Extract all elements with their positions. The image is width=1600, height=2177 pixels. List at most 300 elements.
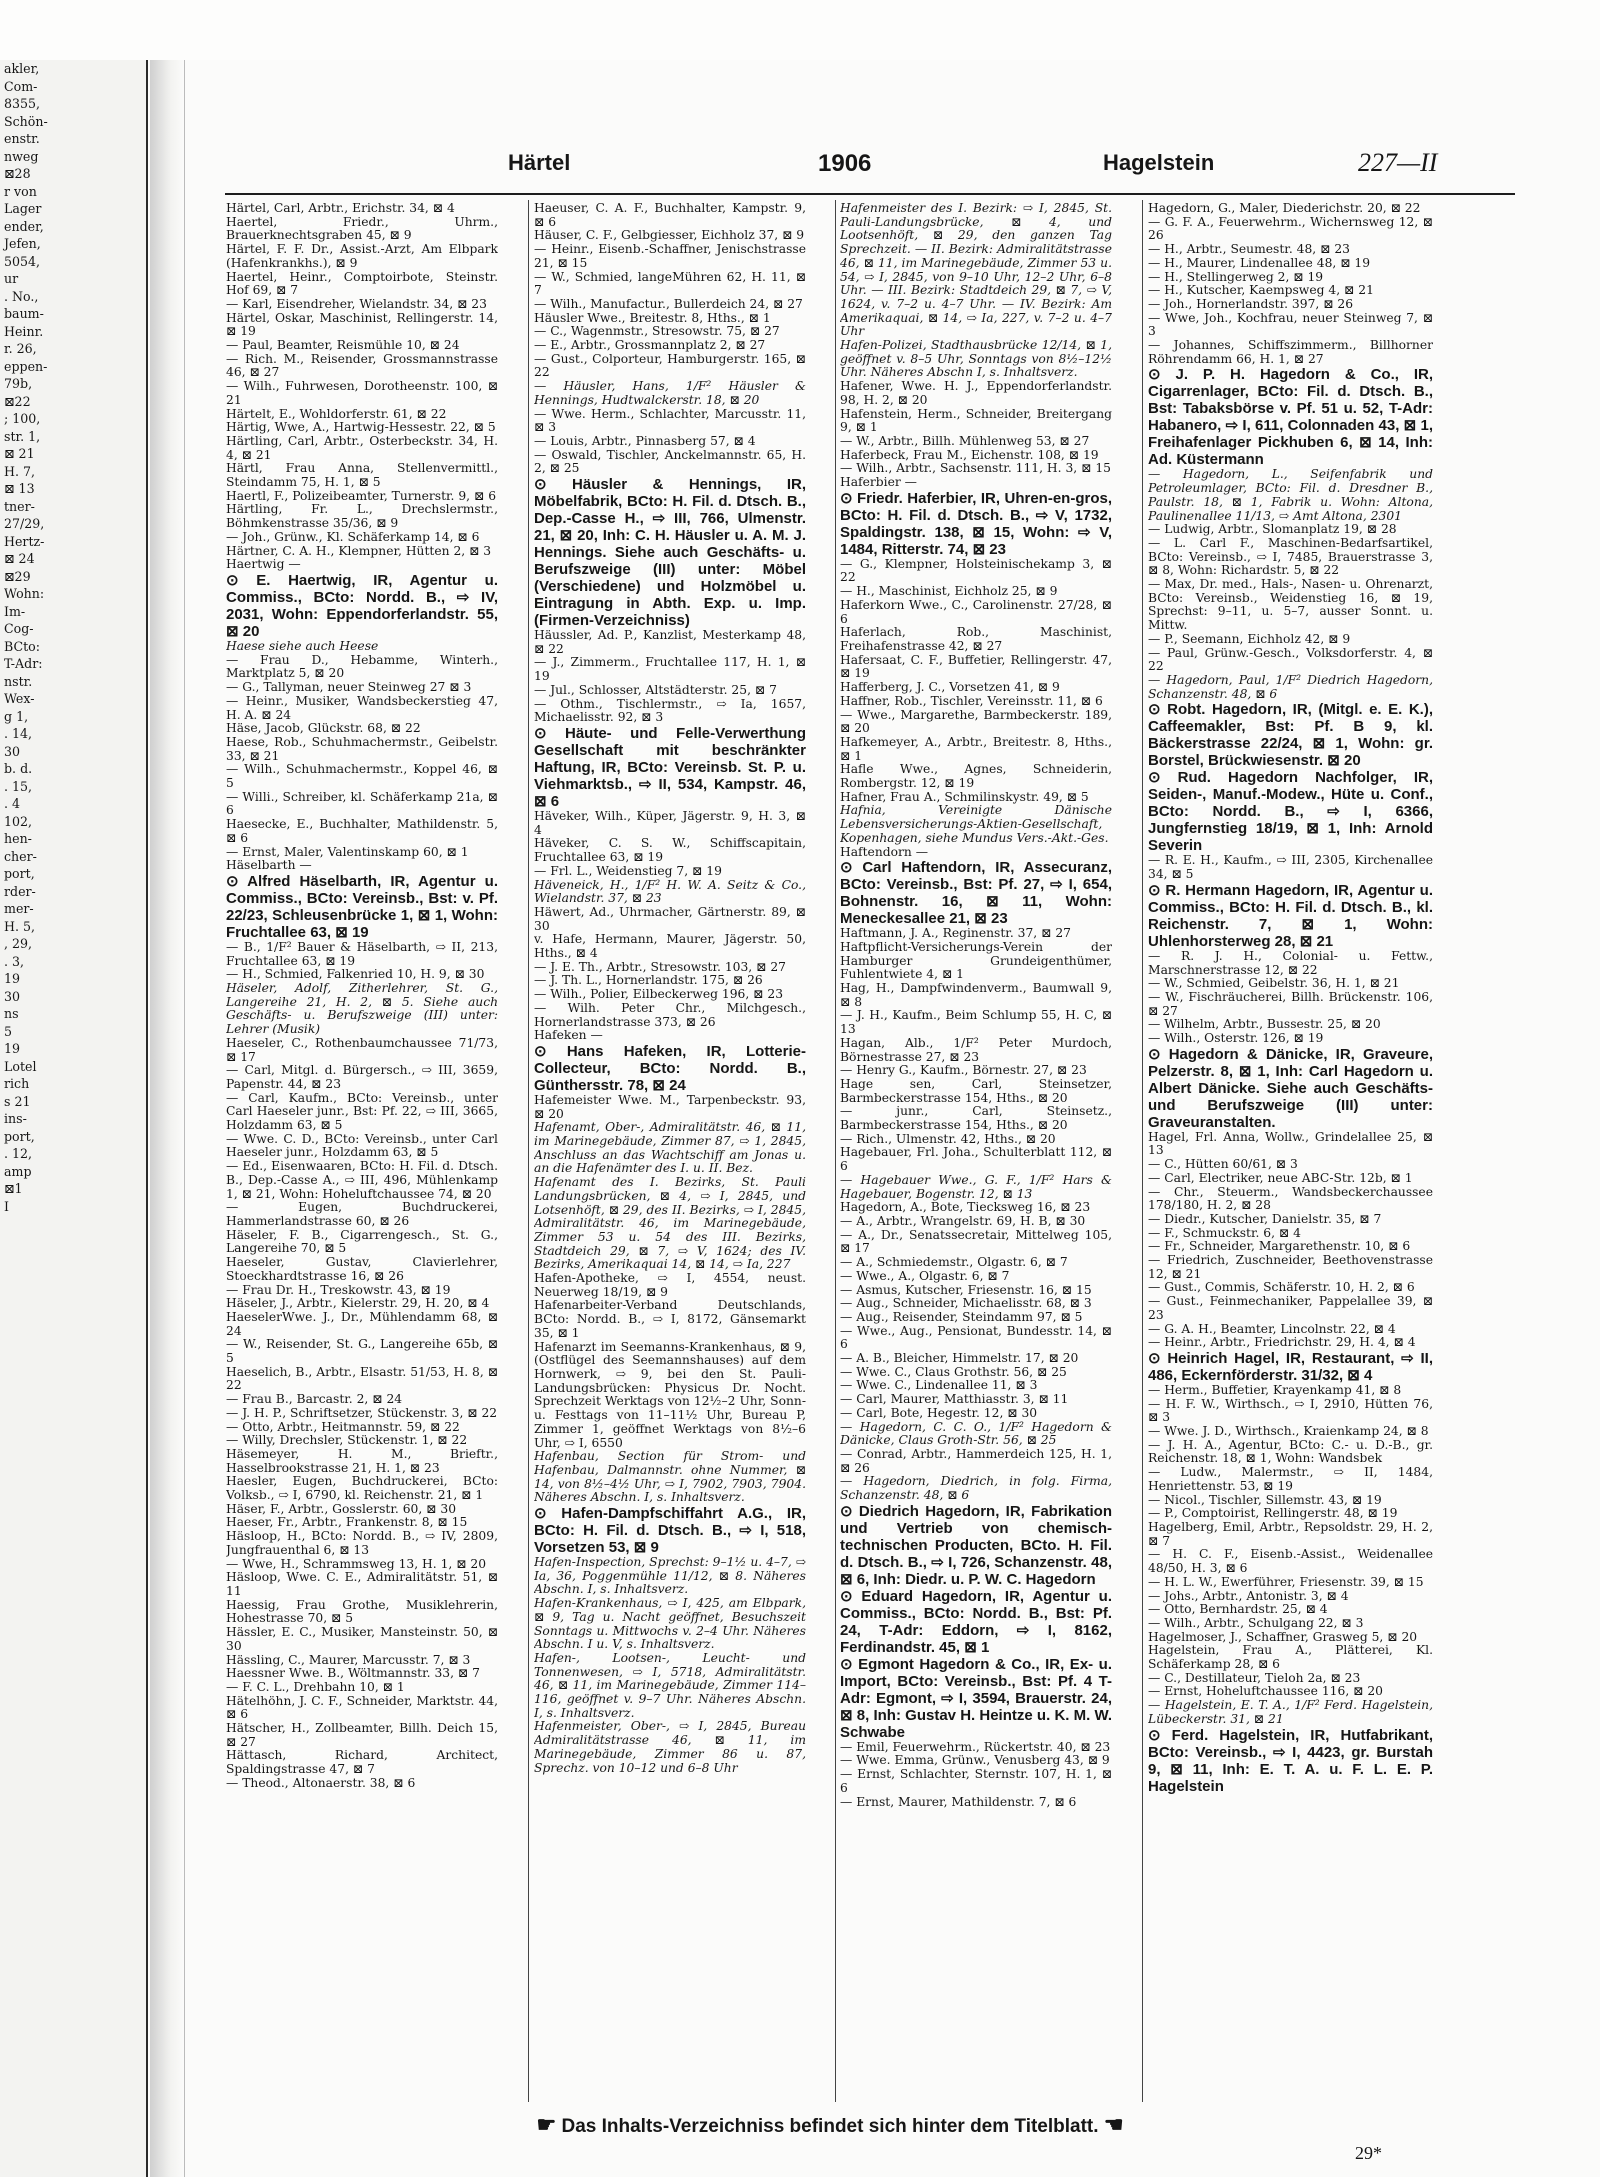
directory-entry: — Ludw., Malermstr., ⇨ II, 1484, Henriettenstr. 53, ⊠ 19 bbox=[1148, 1465, 1433, 1493]
directory-entry-firm: ⊙ Hafen-Dampfschiffahrt A.G., IR, BCto: H. Fil. d. Dtsch. B., ⇨ I, 518, Vorsetzen 53, ⊠ 9 bbox=[534, 1505, 806, 1557]
directory-entry: Hagelberg, Emil, Arbtr., Repsoldstr. 29, H. 2, ⊠ 7 bbox=[1148, 1520, 1433, 1548]
directory-entry-firm: ⊙ J. P. H. Hagedorn & Co., IR, Cigarrenlager, BCto: Fil. d. Dtsch. B., Bst: Tabaksbörse v. Pf. 51 u. 52, T-Adr: Habanero, ⇨ I, 611, Colonnaden 43, ⊠ 1, Freihafenlager Pickhuben 6, ⊠ 14, Inh: Ad. Küstermann bbox=[1148, 366, 1433, 469]
facing-page-text-fragment: Lotel bbox=[4, 1058, 37, 1074]
facing-page-text-fragment: tner- bbox=[4, 498, 35, 514]
facing-page-text-fragment: 30 bbox=[4, 988, 21, 1004]
facing-page-text-fragment: ⊠29 bbox=[4, 568, 31, 584]
directory-entry: — J., Zimmerm., Fruchtallee 117, H. 1, ⊠ 19 bbox=[534, 655, 806, 684]
directory-entry: Häwert, Ad., Uhrmacher, Gärtnerstr. 89, ⊠ 30 bbox=[534, 904, 806, 933]
directory-entry: Haeseler, C., Rothenbaumchaussee 71/73, ⊠ 17 bbox=[226, 1035, 498, 1064]
facing-page-text-fragment: Im- bbox=[4, 603, 26, 619]
facing-page-text-fragment: 30 bbox=[4, 743, 21, 759]
facing-page-text-fragment: ender, bbox=[4, 218, 44, 234]
directory-entry: Hafle Wwe., Agnes, Schneiderin, Rombergstr. 12, ⊠ 19 bbox=[840, 762, 1112, 791]
directory-entry: Häse, Jacob, Glückstr. 68, ⊠ 22 bbox=[226, 721, 421, 736]
directory-entry: — Hagedorn, Diedrich, in folg. Firma, Schanzenstr. 48, ⊠ 6 bbox=[840, 1474, 1112, 1503]
facing-page-text-fragment: baum- bbox=[4, 306, 44, 321]
directory-entry: Hagelstein, Frau A., Plätterei, Kl. Schäferkamp 28, ⊠ 6 bbox=[1148, 1643, 1433, 1672]
pointing-hand-right-icon: ☚ bbox=[1103, 2112, 1124, 2137]
directory-entry-firm: ⊙ Eduard Hagedorn, IR, Agentur u. Commiss., BCto: Nordd. B., Bst: Pf. 24, T-Adr: Eddorn, ⇨ I, 8162, Ferdinandstr. 45, ⊠ 1 bbox=[840, 1587, 1112, 1656]
directory-entry: Hafener, Wwe. H. J., Eppendorferlandstr. 98, H. 2, ⊠ 20 bbox=[840, 379, 1112, 407]
facing-page-text-fragment: Hertz- bbox=[4, 533, 45, 549]
directory-entry-firm: ⊙ Robt. Hagedorn, IR, (Mitgl. e. E. K.), Caffeemakler, Bst: Pf. B 9, kl. Bäckerstrasse 22/24, ⊠ 1, Wohn: gr. Borstel, Brückwiesenstr. ⊠ 20 bbox=[1148, 701, 1433, 770]
directory-entry: — Herm., Buffetier, Krayenkamp 41, ⊠ 8 bbox=[1148, 1382, 1402, 1397]
directory-entry: Hag, H., Dampfwindenverm., Baumwall 9, ⊠ 8 bbox=[840, 981, 1112, 1009]
directory-entry: Haertl, F., Polizeibeamter, Turnerstr. 9, ⊠ 6 bbox=[226, 488, 497, 503]
directory-entry: Häveker, C. S. W., Schiffscapitain, Fruchtallee 63, ⊠ 19 bbox=[534, 836, 806, 865]
footer-notice bbox=[430, 2112, 1230, 2138]
directory-entry-firm: ⊙ Rud. Hagedorn Nachfolger, IR, Seiden-, Manuf.-Modew., Hüte u. Conf., BCto: Nordd. B., ⇨ I, 6366, Jungfernstieg 18/19, ⊠ 1, Inh: Arnold Severin bbox=[1148, 769, 1433, 855]
directory-entry: — Hagedorn, L., Seifenfabrik und Petroleumlager, BCto: Fil. d. Dresdner B., Paulstr. 18, ⊠ 1, Fabrik u. Wohn: Altona, Paulinenallee 11/13, ⇨ Amt Altona, 2301 bbox=[1148, 467, 1433, 523]
facing-page-text-fragment: 19 bbox=[4, 1041, 21, 1056]
facing-page-text-fragment: ins- bbox=[4, 1111, 27, 1126]
facing-page-text-fragment: 27/29, bbox=[4, 516, 45, 531]
directory-entry: — Johs., Arbtr., Antonistr. 3, ⊠ 4 bbox=[1148, 1588, 1349, 1603]
directory-entry: Härtling, Fr. L., Drechslermstr., Böhmkenstrasse 35/36, ⊠ 9 bbox=[226, 502, 498, 531]
directory-entry: Häussler, Ad. P., Kanzlist, Mesterkamp 48, ⊠ 22 bbox=[534, 628, 806, 656]
facing-page-text-fragment: 79b, bbox=[4, 376, 33, 391]
directory-entry: — G. F. A., Feuerwehrm., Wichernsweg 12, ⊠ 26 bbox=[1148, 214, 1433, 243]
directory-entry: — Hagebauer Wwe., G. F., 1/F² Hars & Hagebauer, Bogenstr. 12, ⊠ 13 bbox=[840, 1172, 1112, 1201]
directory-entry: — Wilh., Polier, Eilbeckerweg 196, ⊠ 23 bbox=[534, 987, 784, 1002]
facing-page-text-fragment: nstr. bbox=[4, 673, 33, 689]
directory-entry: Hafeken — bbox=[534, 1028, 603, 1043]
directory-entry: — H. F. W., Wirthsch., ⇨ I, 2910, Hütten 76, ⊠ 3 bbox=[1148, 1396, 1433, 1425]
directory-entry: — G. A. H., Beamter, Lincolnstr. 22, ⊠ 4 bbox=[1148, 1321, 1396, 1336]
directory-entry: — Aug., Reisender, Steindamm 97, ⊠ 5 bbox=[840, 1309, 1083, 1324]
facing-page-text-fragment: Schön- bbox=[4, 113, 48, 129]
facing-page-text-fragment: mer- bbox=[4, 901, 34, 916]
directory-entry-firm: ⊙ Egmont Hagedorn & Co., IR, Ex- u. Import, BCto: Vereinsb., Bst: Pf. 4 T-Adr: Egmont, ⇨ I, 3594, Brauerstr. 24, ⊠ 8, Inh: Gustav H. Heintze u. K. M. W. Schwabe bbox=[840, 1655, 1112, 1741]
directory-entry: — Rich., Ulmenstr. 42, Hths., ⊠ 20 bbox=[840, 1131, 1056, 1146]
facing-page-text-fragment: ⊠1 bbox=[4, 1181, 23, 1196]
directory-entry: Hafemeister Wwe. M., Tarpenbeckstr. 93, ⊠ 20 bbox=[534, 1092, 806, 1121]
directory-entry-firm: ⊙ R. Hermann Hagedorn, IR, Agentur u. Commiss., BCto: H. Fil. d. Dtsch. B., kl. Reichenstr. 7, ⊠ 1, Wohn: Uhlenhorsterweg 28, ⊠ 21 bbox=[1148, 881, 1433, 950]
facing-page-text-fragment: 102, bbox=[4, 813, 33, 829]
directory-entry: Haessner Wwe. B., Wöltmannstr. 33, ⊠ 7 bbox=[226, 1666, 480, 1681]
directory-entry: Haffner, Rob., Tischler, Vereinsstr. 11, ⊠ 6 bbox=[840, 693, 1103, 708]
directory-entry: — J. H., Kaufm., Beim Schlump 55, H. C, ⊠ 13 bbox=[840, 1008, 1112, 1037]
facing-page-text-fragment: ⊠ 21 bbox=[4, 446, 35, 461]
facing-page-text-fragment: ur bbox=[4, 271, 19, 286]
directory-entry: — Carl, Mitgl. d. Bürgersch., ⇨ III, 3659, Papenstr. 44, ⊠ 23 bbox=[226, 1063, 498, 1091]
directory-entry: Hässling, C., Maurer, Marcusstr. 7, ⊠ 3 bbox=[226, 1652, 471, 1667]
directory-entry: Haesecke, E., Buchhalter, Mathildenstr. 5, ⊠ 6 bbox=[226, 817, 498, 845]
directory-entry: Hagedorn, A., Bote, Tiecksweg 16, ⊠ 23 bbox=[840, 1200, 1091, 1215]
facing-page-text-fragment: eppen- bbox=[4, 358, 48, 374]
facing-page-text-fragment: rich bbox=[4, 1076, 30, 1091]
directory-entry: — Otto, Arbtr., Heitmannstr. 59, ⊠ 22 bbox=[226, 1419, 460, 1434]
book-gutter bbox=[150, 60, 184, 2177]
directory-entry: — Wwe. Emma, Grünw., Venusberg 43, ⊠ 9 bbox=[840, 1753, 1110, 1768]
facing-page-text-fragment: enstr. bbox=[4, 131, 40, 146]
directory-entry: — A., Schmiedemstr., Olgastr. 6, ⊠ 7 bbox=[840, 1255, 1068, 1270]
pointing-hand-left-icon: ☛ bbox=[536, 2112, 557, 2137]
facing-page-text-fragment: 8355, bbox=[4, 96, 41, 111]
directory-entry: — Hagedorn, C. C. O., 1/F² Hagedorn & Dänicke, Claus Groth-Str. 56, ⊠ 25 bbox=[840, 1419, 1112, 1448]
directory-entry: — A., Dr., Senatssecretair, Mittelweg 105, ⊠ 17 bbox=[840, 1227, 1112, 1256]
directory-entry: Hafenbau, Section für Strom- und Hafenbau, Dalmannstr. ohne Nummer, ⊠ 14, von 8½–4½ Uhr, ⇨ I, 7902, 7903, 7904. Näheres Abschn. I, s. Inhaltsverz. bbox=[534, 1449, 806, 1505]
directory-entry: — W., Fischräucherei, Billh. Brückenstr. 106, ⊠ 27 bbox=[1148, 989, 1433, 1018]
header-year: 1906 bbox=[818, 150, 872, 177]
directory-entry: — Ludwig, Arbtr., Slomanplatz 19, ⊠ 28 bbox=[1148, 522, 1397, 537]
facing-page-text-fragment: ⊠28 bbox=[4, 166, 31, 181]
facing-page-text-fragment: hen- bbox=[4, 831, 32, 846]
running-header bbox=[228, 150, 1518, 186]
directory-entry: — Wwe. C., Claus Grothstr. 56, ⊠ 25 bbox=[840, 1364, 1067, 1379]
directory-entry: — H., Stellingerweg 2, ⊠ 19 bbox=[1148, 269, 1324, 284]
directory-entry: — Hagelstein, E. T. A., 1/F² Ferd. Hagelstein, Lübeckerstr. 31, ⊠ 21 bbox=[1148, 1698, 1433, 1726]
directory-entry: — H., Schmied, Falkenried 10, H. 9, ⊠ 30 bbox=[226, 967, 485, 982]
directory-entry: Häsemeyer, H. M., Brieftr., Hasselbrookstrasse 21, H. 1, ⊠ 23 bbox=[226, 1446, 498, 1475]
directory-entry: — Heinr., Eisenb.-Schaffner, Jenischstrasse 21, ⊠ 15 bbox=[534, 242, 806, 270]
directory-entry: — Wwe. C., Lindenallee 11, ⊠ 3 bbox=[840, 1378, 1038, 1393]
directory-entry: — Wwe., A., Olgastr. 6, ⊠ 7 bbox=[840, 1268, 1010, 1283]
facing-page-text-fragment: BCto: bbox=[4, 638, 41, 654]
directory-entry: Hafen-Krankenhaus, ⇨ I, 425, am Elbpark, ⊠ 9, Tag u. Nacht geöffnet, Besuchszeit Sonntags u. Mittwochs v. 2–4 Uhr. Näheres Abschn. I u. V, s. Inhaltsverz. bbox=[534, 1596, 806, 1652]
directory-entry: HaeselerWwe. J., Dr., Mühlendamm 68, ⊠ 24 bbox=[226, 1309, 498, 1338]
facing-page-text-fragment: Cog- bbox=[4, 621, 34, 636]
directory-entry: — junr., Carl, Steinsetz., Barmbeckerstrasse 154, Hths., ⊠ 20 bbox=[840, 1104, 1112, 1133]
directory-entry: — Heinr., Arbtr., Friedrichstr. 29, H. 4, ⊠ 4 bbox=[1148, 1335, 1416, 1350]
directory-entry: — C., Wagenmstr., Stresowstr. 75, ⊠ 27 bbox=[534, 324, 780, 339]
directory-entry: — Wilh., Osterstr. 126, ⊠ 19 bbox=[1148, 1031, 1324, 1046]
header-page-number: 227—II bbox=[1358, 148, 1438, 177]
directory-entry: — H. C. F., Eisenb.-Assist., Weidenallee 48/50, H. 3, ⊠ 6 bbox=[1148, 1547, 1433, 1576]
directory-entry: — Karl, Eisendreher, Wielandstr. 34, ⊠ 23 bbox=[226, 296, 487, 311]
directory-entry: — Oswald, Tischler, Anckelmannstr. 65, H. 2, ⊠ 25 bbox=[534, 447, 806, 476]
directory-entry: — Wilh., Arbtr., Sachsenstr. 111, H. 3, ⊠ 15 bbox=[840, 461, 1111, 476]
directory-entry: Hafenarbeiter-Verband Deutschlands, BCto: Nordd. B., ⇨ I, 8172, Gänsemarkt 35, ⊠ 1 bbox=[534, 1298, 806, 1340]
facing-page-text-fragment: Jefen, bbox=[4, 236, 41, 251]
directory-entry: — Joh., Hornerlandstr. 397, ⊠ 26 bbox=[1148, 296, 1354, 311]
facing-page-text-fragment: nweg bbox=[4, 148, 39, 164]
directory-entry: — W., Arbtr., Billh. Mühlenweg 53, ⊠ 27 bbox=[840, 433, 1090, 448]
directory-entry: — Paul, Grünw.-Gesch., Volksdorferstr. 4, ⊠ 22 bbox=[1148, 645, 1433, 674]
directory-entry-firm: ⊙ Häusler & Hennings, IR, Möbelfabrik, BCto: H. Fil. d. Dtsch. B., Dep.-Casse H., ⇨ III, 766, Ulmenstr. 21, ⊠ 20, Inh: C. H. Häusler u. A. M. J. Hennings. Siehe auch Geschäfts- u. Berufszweige (III) unter: Möbel (Verschiedene) und Holzmöbel u. Eintragung in Abth. Exp. u. Imp. (Firmen-Verzeichniss) bbox=[534, 476, 806, 630]
directory-entry: Hafen-Inspection, Sprechst: 9–1½ u. 4–7, ⇨ Ia, 36, Poggenmühle 11/12, ⊠ 8. Näheres Abschn. I, s. Inhaltsverz. bbox=[534, 1555, 806, 1597]
directory-entry: — G., Klempner, Holsteinischekamp 3, ⊠ 22 bbox=[840, 556, 1112, 585]
directory-entry: Haertwig — bbox=[226, 557, 301, 572]
directory-entry: Haferbeck, Frau M., Eichenstr. 108, ⊠ 19 bbox=[840, 447, 1099, 462]
directory-entry: — P., Comptoirist, Rellingerstr. 48, ⊠ 19 bbox=[1148, 1506, 1398, 1521]
directory-entry: Haese, Rob., Schuhmachermstr., Geibelstr. 33, ⊠ 21 bbox=[226, 734, 498, 763]
directory-entry: — Conrad, Arbtr., Hammerdeich 125, H. 1, ⊠ 26 bbox=[840, 1446, 1112, 1475]
directory-entry: — H., Kutscher, Kaempsweg 4, ⊠ 21 bbox=[1148, 283, 1374, 298]
directory-entry: — Wwe., Margarethe, Barmbeckerstr. 189, ⊠ 20 bbox=[840, 707, 1112, 736]
header-rule bbox=[225, 193, 1515, 195]
facing-page-text-fragment: T-Adr: bbox=[4, 656, 43, 671]
facing-page-text-fragment: akler, bbox=[4, 61, 40, 76]
directory-entry: Haeuser, C. A. F., Buchhalter, Kampstr. 9, ⊠ 6 bbox=[534, 202, 806, 229]
directory-entry: — Carl, Electriker, neue ABC-Str. 12b, ⊠ 1 bbox=[1148, 1170, 1413, 1185]
directory-entry: — J. H. A., Agentur, BCto: C.- u. D.-B., gr. Reichenstr. 18, ⊠ 1, Wohn: Wandsbek bbox=[1148, 1437, 1433, 1466]
directory-entry-firm: ⊙ Heinrich Hagel, IR, Restaurant, ⇨ II, 486, Eckernförderstr. 31/32, ⊠ 4 bbox=[1148, 1349, 1433, 1384]
facing-page-text-fragment: port, bbox=[4, 866, 35, 881]
directory-entry: Haferlach, Rob., Maschinist, Freihafenstrasse 42, ⊠ 27 bbox=[840, 625, 1112, 653]
directory-entry: — Frau Dr. H., Treskowstr. 43, ⊠ 19 bbox=[226, 1282, 451, 1297]
directory-entry: — Wilh., Manufactur., Bullerdeich 24, ⊠ 27 bbox=[534, 296, 803, 311]
directory-entry: — Wilh., Arbtr., Schulgang 22, ⊠ 3 bbox=[1148, 1615, 1364, 1630]
directory-entry: — Ernst, Maler, Valentinskamp 60, ⊠ 1 bbox=[226, 844, 469, 859]
directory-entry: — Max, Dr. med., Hals-, Nasen- u. Ohrenarzt, BCto: Vereinsb., Weidenstieg 16, ⊠ 19, Sprechst: 9–11, u. 5–7, ausser Sonnt. u. Mittw. bbox=[1148, 577, 1433, 633]
directory-entry: — Jul., Schlosser, Altstädterstr. 25, ⊠ 7 bbox=[534, 682, 777, 697]
directory-entry: — Gust., Feinmechaniker, Pappelallee 39, ⊠ 23 bbox=[1148, 1294, 1433, 1322]
directory-entry: — Johannes, Schiffszimmerm., Billhorner Röhrendamm 66, H. 1, ⊠ 27 bbox=[1148, 338, 1433, 366]
header-last-entry: Hagelstein bbox=[1103, 150, 1215, 175]
directory-entry: Härtig, Wwe, A., Hartwig-Hessestr. 22, ⊠ 5 bbox=[226, 420, 496, 435]
directory-entry: — Hagedorn, Paul, 1/F² Diedrich Hagedorn, Schanzenstr. 48, ⊠ 6 bbox=[1148, 672, 1433, 701]
directory-entry: — Paul, Beamter, Reismühle 10, ⊠ 24 bbox=[226, 338, 460, 353]
directory-entry: — W., Schmied, langeMühren 62, H. 11, ⊠ 7 bbox=[534, 269, 806, 298]
directory-entry: — Gust., Commis, Schäferstr. 10, H. 2, ⊠ 6 bbox=[1148, 1280, 1415, 1295]
facing-page-text-fragment: . No., bbox=[4, 288, 39, 304]
directory-entry: Häuser, C. F., Gelbgiesser, Eichholz 37, ⊠ 9 bbox=[534, 228, 805, 243]
directory-entry: Häusler Wwe., Breitestr. 8, Hths., ⊠ 1 bbox=[534, 310, 771, 325]
directory-entry: Haeseler, Gustav, Clavierlehrer, Stoeckhardtstrasse 16, ⊠ 26 bbox=[226, 1255, 498, 1283]
directory-entry: Hättasch, Richard, Architect, Spaldingstrasse 47, ⊠ 7 bbox=[226, 1748, 498, 1777]
directory-entry: Haferbier — bbox=[840, 475, 917, 490]
directory-entry: — Rich. M., Reisender, Grossmannstrasse 46, ⊠ 27 bbox=[226, 351, 498, 380]
directory-entry-firm: ⊙ Ferd. Hagelstein, IR, Hutfabrikant, BCto: Vereinsb., ⇨ I, 4423, gr. Burstah 9, ⊠ 11, Inh: E. T. A. u. F. L. E. P. Hagelstein bbox=[1148, 1726, 1433, 1795]
directory-entry: — Häusler, Hans, 1/F² Häusler & Hennings, Hudtwalckerstr. 18, ⊠ 20 bbox=[534, 379, 806, 407]
directory-entry: — J. H. P., Schriftsetzer, Stückenstr. 3, ⊠ 22 bbox=[226, 1405, 498, 1420]
directory-column-2 bbox=[534, 202, 806, 2112]
directory-entry: — Nicol., Tischler, Sillemstr. 43, ⊠ 19 bbox=[1148, 1492, 1382, 1507]
directory-entry: — Ed., Eisenwaaren, BCto: H. Fil. d. Dtsch. B., Dep.-Casse A., ⇨ III, 496, Mühlenkamp 1, ⊠ 21, Wohn: Hoheluftchaussee 74, ⊠ 20 bbox=[226, 1159, 498, 1201]
directory-entry-firm: ⊙ Hagedorn & Dänicke, IR, Graveure, Pelzerstr. 8, ⊠ 1, Inh: Carl Hagedorn u. Albert Dänicke. Siehe auch Geschäfts- und Berufszweige (III) unter: Graveuranstalten. bbox=[1148, 1045, 1433, 1131]
directory-entry: Härtling, Carl, Arbtr., Osterbeckstr. 34, H. 4, ⊠ 21 bbox=[226, 433, 498, 462]
directory-entry: — E., Arbtr., Grossmannplatz 2, ⊠ 27 bbox=[534, 338, 766, 353]
directory-entry: Haessig, Frau Grothe, Musiklehrerin, Hohestrasse 70, ⊠ 5 bbox=[226, 1597, 498, 1626]
directory-entry: Hässler, E. C., Musiker, Mansteinstr. 50, ⊠ 30 bbox=[226, 1625, 498, 1653]
directory-entry: Härtner, C. A. H., Klempner, Hütten 2, ⊠ 3 bbox=[226, 543, 492, 558]
directory-entry: Häveneick, H., 1/F² H. W. A. Seitz & Co., Wielandstr. 37, ⊠ 23 bbox=[534, 877, 806, 906]
facing-page-text-fragment: . 14, bbox=[4, 726, 33, 741]
directory-entry: Hagan, Alb., 1/F² Peter Murdoch, Börnestrasse 27, ⊠ 23 bbox=[840, 1035, 1112, 1064]
facing-page-text-fragment: ⊠ 13 bbox=[4, 481, 35, 496]
directory-entry: Hafenamt, Ober-, Admiralitätstr. 46, ⊠ 11, im Marinegebäude, Zimmer 87, ⇨ 1, 2845, Anschluss an das Wachtschiff am Jonas u. an die Hafenämter des I. u. II. Bez. bbox=[534, 1120, 806, 1176]
directory-entry-firm: ⊙ Alfred Häselbarth, IR, Agentur u. Commiss., BCto: Vereinsb., Bst: v. Pf. 22/23, Schleusenbrücke 1, ⊠ 1, Wohn: Fruchtallee 63, ⊠ 19 bbox=[226, 872, 498, 941]
directory-entry: — H., Arbtr., Seumestr. 48, ⊠ 23 bbox=[1148, 242, 1350, 257]
facing-page-text-fragment: rder- bbox=[4, 883, 36, 899]
directory-column-3 bbox=[840, 202, 1112, 2112]
facing-page-text-fragment: r. 26, bbox=[4, 341, 37, 356]
column-divider bbox=[835, 200, 836, 2102]
directory-entry: — Henry G., Kaufm., Börnestr. 27, ⊠ 23 bbox=[840, 1063, 1087, 1078]
directory-entry: Häseler, Adolf, Zitherlehrer, St. G., Langereihe 21, H. 2, ⊠ 5. Siehe auch Geschäfts- u. Berufszweige (III) unter: Lehrer (Musik) bbox=[226, 981, 498, 1037]
directory-entry: Haertel, Friedr., Uhrm., Brauerknechtsgraben 45, ⊠ 9 bbox=[226, 214, 498, 243]
directory-entry: Häseler, F. B., Cigarrengesch., St. G., Langereihe 70, ⊠ 5 bbox=[226, 1227, 498, 1256]
directory-column-1 bbox=[226, 202, 498, 2112]
directory-entry: — Wwe, H., Schrammsweg 13, H. 1, ⊠ 20 bbox=[226, 1556, 487, 1571]
facing-page-text-fragment: ⊠22 bbox=[4, 393, 31, 409]
directory-entry: — A., Arbtr., Wrangelstr. 69, H. B, ⊠ 30 bbox=[840, 1214, 1086, 1228]
directory-entry: — Wwe. Herm., Schlachter, Marcusstr. 11, ⊠ 3 bbox=[534, 406, 806, 435]
directory-entry: — R. E. H., Kaufm., ⇨ III, 2305, Kirchenallee 34, ⊠ 5 bbox=[1148, 853, 1433, 882]
directory-entry: — Aug., Schneider, Michaelisstr. 68, ⊠ 3 bbox=[840, 1296, 1092, 1311]
directory-entry: Hafen-Apotheke, ⇨ I, 4554, neust. Neuerweg 18/19, ⊠ 9 bbox=[534, 1271, 806, 1299]
directory-entry: — H. L. W., Ewerführer, Friesenstr. 39, ⊠ 15 bbox=[1148, 1574, 1424, 1589]
facing-page-text-fragment: ⊠ 24 bbox=[4, 551, 35, 566]
facing-page-text-fragment: amp bbox=[4, 1163, 32, 1179]
facing-page-text-fragment: . 12, bbox=[4, 1146, 33, 1161]
directory-entry: Hafenstein, Herm., Schneider, Breitergang 9, ⊠ 1 bbox=[840, 406, 1112, 435]
directory-entry: — H., Maschinist, Eichholz 25, ⊠ 9 bbox=[840, 584, 1058, 599]
facing-page-text-fragment: 19 bbox=[4, 971, 21, 986]
directory-entry: — P., Seemann, Eichholz 42, ⊠ 9 bbox=[1148, 631, 1351, 646]
directory-entry: Hagedorn, G., Maler, Diederichstr. 20, ⊠ 22 bbox=[1148, 202, 1421, 215]
directory-entry: Hafen-Polizei, Stadthausbrücke 12/14, ⊠ 1, geöffnet v. 8–5 Uhr, Sonntags von 8½–12½ Uhr. Näheres Abschn I, s. Inhaltsverz. bbox=[840, 338, 1112, 380]
directory-entry: — Wwe. J. D., Wirthsch., Kraienkamp 24, ⊠ 8 bbox=[1148, 1424, 1429, 1439]
directory-entry: — Diedr., Kutscher, Danielstr. 35, ⊠ 7 bbox=[1148, 1211, 1382, 1226]
directory-entry: — Othm., Tischlermstr., ⇨ Ia, 1657, Michaelisstr. 92, ⊠ 3 bbox=[534, 696, 806, 725]
directory-entry: — Carl, Bote, Hegestr. 12, ⊠ 30 bbox=[840, 1405, 1038, 1420]
directory-entry: — Louis, Arbtr., Pinnasberg 57, ⊠ 4 bbox=[534, 433, 756, 448]
directory-entry: Hafner, Frau A., Schmilinskystr. 49, ⊠ 5 bbox=[840, 789, 1089, 804]
directory-entry: Härtel, Carl, Arbtr., Erichstr. 34, ⊠ 4 bbox=[226, 202, 455, 215]
facing-page-text-fragment: str. 1, bbox=[4, 428, 41, 444]
facing-page-text-fragment: Wex- bbox=[4, 691, 35, 706]
facing-page-text-fragment: Com- bbox=[4, 78, 38, 94]
column-divider bbox=[528, 200, 529, 2102]
directory-entry: Hagelmoser, J., Schaffner, Grasweg 5, ⊠ 20 bbox=[1148, 1629, 1418, 1644]
directory-entry: Härtl, Frau Anna, Stellenvermittl., Steindamm 75, H. 1, ⊠ 5 bbox=[226, 461, 498, 490]
directory-entry: Härtelt, E., Wohldorferstr. 61, ⊠ 22 bbox=[226, 406, 447, 421]
directory-entry: — F., Schmuckstr. 6, ⊠ 4 bbox=[1148, 1225, 1301, 1240]
directory-entry: — Joh., Grünw., Kl. Schäferkamp 14, ⊠ 6 bbox=[226, 529, 480, 544]
facing-page-text-fragment: H. 5, bbox=[4, 918, 36, 934]
directory-entry: — Wwe, Joh., Kochfrau, neuer Steinweg 7, ⊠ 3 bbox=[1148, 310, 1433, 339]
directory-entry: Hafersaat, C. F., Buffetier, Rellingerstr. 47, ⊠ 19 bbox=[840, 652, 1112, 681]
directory-entry: Hagel, Frl. Anna, Wollw., Grindelallee 25, ⊠ 13 bbox=[1148, 1129, 1433, 1158]
directory-entry: — Willi., Schreiber, kl. Schäferkamp 21a, ⊠ 6 bbox=[226, 789, 498, 818]
directory-entry: — Otto, Bernhardstr. 25, ⊠ 4 bbox=[1148, 1602, 1328, 1617]
facing-page-text-fragment: r von bbox=[4, 183, 37, 199]
directory-entry-firm: ⊙ Friedr. Haferbier, IR, Uhren-en-gros, BCto: H. Fil. d. Dtsch. B., ⇨ V, 1732, Spaldingstr. 138, ⊠ 15, Wohn: ⇨ V, 1484, Ritterstr. 74, ⊠ 23 bbox=[840, 489, 1112, 558]
directory-entry: Hafnia, Vereinigte Dänische Lebensversicherungs-Aktien-Gesellschaft, Kopenhagen, siehe Mundus Vers.-Akt.-Ges. bbox=[840, 803, 1112, 845]
directory-entry: Haferkorn Wwe., C., Carolinenstr. 27/28, ⊠ 6 bbox=[840, 597, 1112, 626]
facing-page-text-fragment: Lager bbox=[4, 201, 42, 216]
directory-entry: — Wilh. Peter Chr., Milchgesch., Hornerlandstrasse 373, ⊠ 26 bbox=[534, 1000, 806, 1029]
directory-entry: Härtel, F. F. Dr., Assist.-Arzt, Am Elbpark (Hafenkrankhs.), ⊠ 9 bbox=[226, 242, 498, 270]
directory-entry-firm: ⊙ Carl Haftendorn, IR, Assecuranz, BCto: Vereinsb., Bst: Pf. 27, ⇨ I, 654, Bohnenstr. 16, ⊠ 11, Wohn: Meneckesallee 21, ⊠ 23 bbox=[840, 859, 1112, 928]
directory-entry: — Theod., Altonaerstr. 38, ⊠ 6 bbox=[226, 1775, 416, 1790]
directory-entry: Häveker, Wilh., Küper, Jägerstr. 9, H. 3, ⊠ 4 bbox=[534, 808, 806, 837]
directory-entry: — L. Carl F., Maschinen-Bedarfsartikel, BCto: Vereinsb., ⇨ I, 7485, Brauerstrasse 3, ⊠ 8, Wohn: Richardstr. 5, ⊠ 22 bbox=[1148, 535, 1433, 578]
directory-entry: — Friedrich, Zuschneider, Beethovenstrasse 12, ⊠ 21 bbox=[1148, 1253, 1433, 1281]
directory-entry-firm: ⊙ E. Haertwig, IR, Agentur u. Commiss., BCto: Nordd. B., ⇨ IV, 2031, Wohn: Eppendorferlandstr. 55, ⊠ 20 bbox=[226, 571, 498, 640]
directory-entry: Hafen-, Lootsen-, Leucht- und Tonnenwesen, ⇨ I, 5718, Admiralitätstr. 46, ⊠ 11, im Marinegebäude, Zimmer 114–116, geöffnet v. 9–7 Uhr. Näheres Abschn. I, s. Inhaltsverz. bbox=[534, 1650, 806, 1720]
directory-entry: — W., Reisender, St. G., Langereihe 65b, ⊠ 5 bbox=[226, 1337, 498, 1366]
directory-entry: Hafenmeister des I. Bezirk: ⇨ I, 2845, St. Pauli-Landungsbrücke, ⊠ 4, und Lootsenhöft, ⊠ 29, den ganzen Tag Sprechzeit. — II. Bezirk: Admiralitätstrasse 46, ⊠ 11, im Marinegebäude, Zimmer 53 u. 54, ⇨ I, 2845, von 9–10 Uhr, 12–2 Uhr, 6–8 Uhr. — III. Bezirk: Stadtdeich 29, ⊠ 7, ⇨ V, 1624, v. 7–2 u. 4–7 Uhr. — IV. Bezirk: Am Amerikaquai, ⊠ 14, ⇨ Ia, 227, v. 7–2 u. 4–7 Uhr bbox=[840, 202, 1112, 339]
column-divider bbox=[1142, 200, 1143, 2102]
directory-entry: Haeser, Fr., Arbtr., Frankenstr. 8, ⊠ 15 bbox=[226, 1515, 468, 1530]
directory-entry: v. Hafe, Hermann, Maurer, Jägerstr. 50, Hths., ⊠ 4 bbox=[534, 932, 806, 961]
directory-entry: Haertel, Heinr., Comptoirbote, Steinstr. Hof 69, ⊠ 7 bbox=[226, 269, 498, 298]
facing-page-text-fragment: cher- bbox=[4, 848, 37, 864]
facing-page-text-fragment: s 21 bbox=[4, 1093, 31, 1109]
directory-entry: — R. J. H., Colonial- u. Fettw., Marschnerstrasse 12, ⊠ 22 bbox=[1148, 948, 1433, 977]
directory-entry: — Eugen, Buchdruckerei, Hammerlandstrasse 60, ⊠ 26 bbox=[226, 1200, 498, 1228]
facing-page-text-fragment: . 4 bbox=[4, 796, 21, 811]
directory-entry: Hätelhöhn, J. C. F., Schneider, Marktstr. 44, ⊠ 6 bbox=[226, 1693, 498, 1722]
directory-entry: — Wilhelm, Arbtr., Bussestr. 25, ⊠ 20 bbox=[1148, 1017, 1381, 1032]
directory-entry-firm: ⊙ Hans Hafeken, IR, Lotterie-Collecteur, BCto: Nordd. B., Günthersstr. 78, ⊠ 24 bbox=[534, 1042, 806, 1094]
directory-entry: — Frau D., Hebamme, Winterh., Marktplatz 5, ⊠ 20 bbox=[226, 652, 498, 681]
facing-page-text-fragment: Heinr. bbox=[4, 323, 44, 339]
directory-entry: Hafenarzt im Seemanns-Krankenhaus, ⊠ 9, (Ostflügel des Seemannshauses) auf dem Hornwerk, ⇨ 9, bei den St. Pauli-Landungsbrücken: Physicus Dr. Nocht. Sprechzeit Werktags von 12½–2 Uhr, Sonn- u. Festtags von 11–11½ Uhr, Bureau P, Zimmer 1, geöffnet Werktags von 8½–6 Uhr, ⇨ I, 6550 bbox=[534, 1339, 806, 1450]
directory-entry: Haftpflicht-Versicherungs-Verein der Hamburger Grundeigenthümer, Fuhlentwiete 4, ⊠ 1 bbox=[840, 939, 1112, 982]
directory-entry: Härtel, Oskar, Maschinist, Rellingerstr. 14, ⊠ 19 bbox=[226, 310, 498, 339]
directory-entry: — Frau B., Barcastr. 2, ⊠ 24 bbox=[226, 1392, 403, 1407]
directory-entry-firm: ⊙ Häute- und Felle-Verwerthung Gesellschaft mit beschränkter Haftung, IR, BCto: Vereinsb. St. P. u. Viehmarktsb., ⇨ II, 534, Kampstr. 46, ⊠ 6 bbox=[534, 724, 806, 810]
facing-page-text-fragment: g 1, bbox=[4, 708, 29, 724]
directory-entry: — Carl, Kaufm., BCto: Vereinsb., unter Carl Haeseler junr., Bst: Pf. 22, ⇨ III, 3665, Holzdamm 63, ⊠ 5 bbox=[226, 1090, 498, 1133]
facing-page-text-fragment: H. 7, bbox=[4, 463, 36, 479]
directory-entry: — Emil, Feuerwehrm., Rückertstr. 40, ⊠ 23 bbox=[840, 1739, 1111, 1754]
directory-entry: — A. B., Bleicher, Himmelstr. 17, ⊠ 20 bbox=[840, 1351, 1079, 1366]
directory-column-4 bbox=[1148, 202, 1433, 2112]
facing-page-text-fragment: 5 bbox=[4, 1023, 13, 1039]
directory-entry: — J. E. Th., Arbtr., Stresowstr. 103, ⊠ 27 bbox=[534, 959, 786, 974]
directory-entry: Haeselich, B., Arbtr., Elsastr. 51/53, H. 8, ⊠ 22 bbox=[226, 1364, 498, 1393]
directory-entry: — W., Schmied, Geibelstr. 36, H. 1, ⊠ 21 bbox=[1148, 976, 1400, 991]
facing-page-text-fragment: Wohn: bbox=[4, 586, 45, 601]
directory-entry: — B., 1/F² Bauer & Häselbarth, ⇨ II, 213, Fruchtallee 63, ⊠ 19 bbox=[226, 939, 498, 968]
directory-entry: Haftendorn — bbox=[840, 844, 929, 859]
directory-entry: — Wilh., Fuhrwesen, Dorotheenstr. 100, ⊠ 21 bbox=[226, 379, 498, 407]
directory-entry: — J. Th. L., Hornerlandstr. 175, ⊠ 26 bbox=[534, 973, 763, 988]
directory-entry: Hafferberg, J. C., Vorsetzen 41, ⊠ 9 bbox=[840, 680, 1060, 695]
directory-entry: Hafenmeister, Ober-, ⇨ I, 2845, Bureau Admiralitätstrasse 46, ⊠ 11, im Marinegebäude, Zimmer 86 u. 87, Sprechz. von 10–12 und 6–8 Uhr bbox=[534, 1719, 806, 1775]
directory-entry: — Ernst, Maurer, Mathildenstr. 7, ⊠ 6 bbox=[840, 1794, 1077, 1809]
facing-page-text-fragment: . 15, bbox=[4, 778, 33, 794]
directory-entry: — C., Destillateur, Tieloh 2a, ⊠ 23 bbox=[1148, 1670, 1361, 1685]
header-first-entry: Härtel bbox=[508, 150, 571, 175]
directory-entry: Hage sen, Carl, Steinsetzer, Barmbeckerstrasse 154, Hths., ⊠ 20 bbox=[840, 1076, 1112, 1105]
directory-entry: — Frl. L., Weidenstieg 7, ⊠ 19 bbox=[534, 863, 722, 878]
facing-page-text-fragment: ns bbox=[4, 1006, 19, 1021]
directory-entry: Hagebauer, Frl. Joha., Schulterblatt 112, ⊠ 6 bbox=[840, 1145, 1112, 1174]
facing-page-text-fragment: ; 100, bbox=[4, 411, 41, 426]
directory-entry: Hätscher, H., Zollbeamter, Billh. Deich 15, ⊠ 27 bbox=[226, 1721, 498, 1749]
facing-page-fragment bbox=[0, 60, 148, 2177]
facing-page-text-fragment: 5054, bbox=[4, 253, 41, 269]
facing-page-text-fragment: I bbox=[4, 1198, 9, 1214]
directory-entry: Häseler, J., Arbtr., Kielerstr. 29, H. 20, ⊠ 4 bbox=[226, 1296, 490, 1311]
directory-entry: — Chr., Steuerm., Wandsbeckerchaussee 178/180, H. 2, ⊠ 28 bbox=[1148, 1184, 1433, 1213]
directory-entry: — Ernst, Schlachter, Sternstr. 107, H. 1, ⊠ 6 bbox=[840, 1767, 1112, 1795]
directory-entry: Häsloop, H., BCto: Nordd. B., ⇨ IV, 2809, Jungfrauenthal 6, ⊠ 13 bbox=[226, 1529, 498, 1557]
facing-page-text-fragment: . 3, bbox=[4, 953, 25, 969]
facing-page-text-fragment: , 29, bbox=[4, 936, 33, 951]
directory-entry: Haesler, Eugen, Buchdruckerei, BCto: Volksb., ⇨ I, 6790, kl. Reichenstr. 21, ⊠ 1 bbox=[226, 1474, 498, 1503]
directory-entry: — Willy, Drechsler, Stückenstr. 1, ⊠ 22 bbox=[226, 1433, 468, 1448]
directory-entry: — Wilh., Schuhmachermstr., Koppel 46, ⊠ 5 bbox=[226, 762, 498, 791]
footer-notice-text: Das Inhalts-Verzeichniss befindet sich hinter dem Titelblatt. bbox=[561, 2116, 1099, 2137]
directory-entry: — Gust., Colporteur, Hamburgerstr. 165, ⊠ 22 bbox=[534, 351, 806, 380]
directory-entry: Hafkemeyer, A., Arbtr., Breitestr. 8, Hths., ⊠ 1 bbox=[840, 734, 1112, 763]
directory-entry: — H., Maurer, Lindenallee 48, ⊠ 19 bbox=[1148, 255, 1371, 270]
directory-entry: — Heinr., Musiker, Wandsbeckerstieg 47, H. A. ⊠ 24 bbox=[226, 693, 498, 722]
directory-entry: Hafenamt des I. Bezirks, St. Pauli Landungsbrücken, ⊠ 4, ⇨ I, 2845, und Lotsenhöft, ⊠ 29, des II. Bezirks, ⇨ I, 2845, Admiralitätstr. 46, im Marinegebäude, Zimmer 53 u. 54 des III. Bezirks, Stadtdeich 29, ⊠ 7, ⇨ V, 1624; des IV. Bezirks, Amerikaquai 14, ⊠ 14, ⇨ Ia, 227 bbox=[534, 1175, 806, 1272]
directory-entry-firm: ⊙ Diedrich Hagedorn, IR, Fabrikation und Vertrieb von chemisch-technischen Producten, BCto. H. Fil. d. Dtsch. B., ⇨ I, 726, Schanzenstr. 48, ⊠ 6, Inh: Diedr. u. P. W. C. Hagedorn bbox=[840, 1502, 1112, 1588]
directory-entry: — C., Hütten 60/61, ⊠ 3 bbox=[1148, 1157, 1298, 1172]
directory-entry: Häser, F., Arbtr., Gosslerstr. 60, ⊠ 30 bbox=[226, 1501, 457, 1516]
directory-entry: — Wwe. C. D., BCto: Vereinsb., unter Carl Haeseler junr., Holzdamm 63, ⊠ 5 bbox=[226, 1131, 498, 1160]
directory-entry: — F. C. L., Drehbahn 10, ⊠ 1 bbox=[226, 1679, 405, 1694]
